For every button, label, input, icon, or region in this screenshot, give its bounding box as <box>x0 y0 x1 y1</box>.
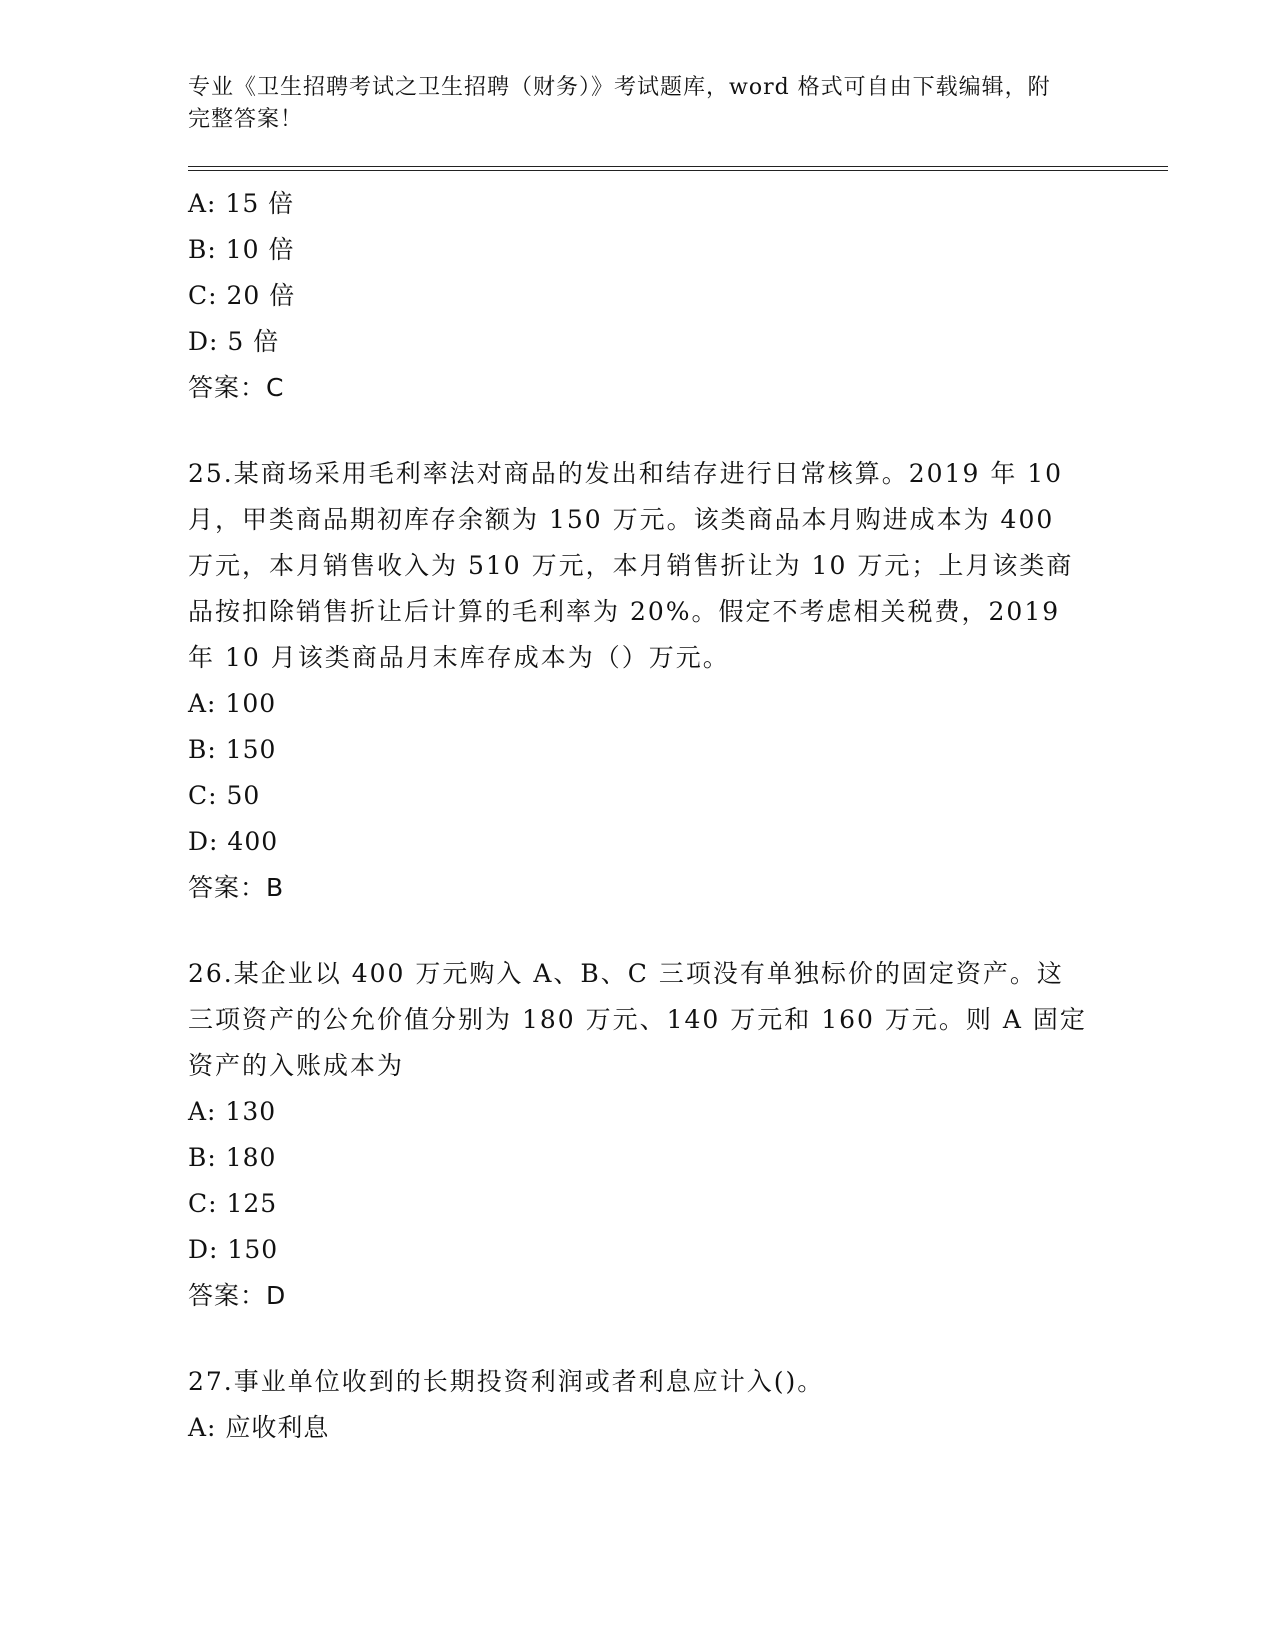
option-b: B: 10 倍 <box>188 235 295 264</box>
option-a: A: 130 <box>188 1097 277 1126</box>
option-d: D: 400 <box>188 827 279 856</box>
option-d: D: 5 倍 <box>188 327 280 356</box>
answer-line: 答案：B <box>188 873 285 902</box>
option-c: C: 20 倍 <box>188 281 296 310</box>
option-b: B: 180 <box>188 1143 277 1172</box>
question-text: 27.事业单位收到的长期投资利润或者利息应计入()。 <box>188 1367 825 1396</box>
question-text: 26.某企业以 400 万元购入 A、B、C 三项没有单独标价的固定资产。这三项资产的公允价值分别为 180 万元、140 万元和 160 万元。则 A 固定资产的入账成本为 <box>188 959 1087 1080</box>
option-b: B: 150 <box>188 735 277 764</box>
option-a: A: 应收利息 <box>188 1413 330 1442</box>
document-page <box>188 72 1168 1451</box>
document-header: 专业《卫生招聘考试之卫生招聘（财务）》考试题库，word 格式可自由下载编辑，附完整答案！ <box>188 75 1051 132</box>
question-text: 25.某商场采用毛利率法对商品的发出和结存进行日常核算。2019 年 10 月，甲类商品期初库存余额为 150 万元。该类商品本月购进成本为 400 万元，本月销售收入为 510 万元，本月销售折让为 10 万元；上月该类商品按扣除销售折让后计算的毛利率为 20%。假定不考虑相关税费，2019 年 10 月该类商品月末库存成本为（）万元。 <box>188 459 1074 672</box>
option-c: C: 50 <box>188 781 261 810</box>
question-block-26 <box>188 951 1168 1319</box>
header-divider <box>188 166 1168 171</box>
option-a: A: 15 倍 <box>188 189 295 218</box>
option-c: C: 125 <box>188 1189 278 1218</box>
question-block-24 <box>188 181 1168 411</box>
answer-line: 答案：C <box>188 373 285 402</box>
option-d: D: 150 <box>188 1235 279 1264</box>
question-block-27 <box>188 1359 1168 1451</box>
answer-line: 答案：D <box>188 1281 287 1310</box>
option-a: A: 100 <box>188 689 277 718</box>
question-block-25 <box>188 451 1168 911</box>
